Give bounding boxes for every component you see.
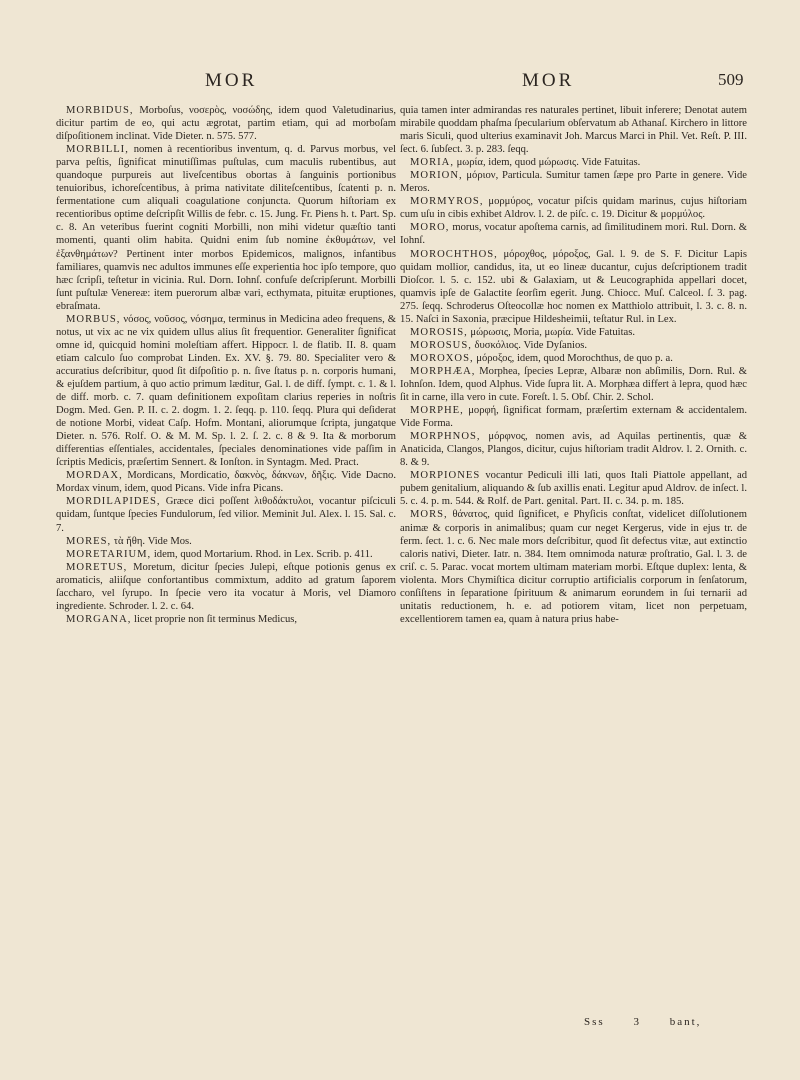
entry-text: licet proprie non ſit terminus Medicus, xyxy=(131,613,298,625)
entry-headword: MORGANA, xyxy=(66,613,132,625)
entry-headword: MORPIONES xyxy=(410,470,481,482)
running-header xyxy=(0,70,800,96)
dictionary-entry xyxy=(400,365,747,404)
entry-text: δυσκόλιος. Vide Dyſanios. xyxy=(471,339,588,351)
entry-text: μορμύρος, vocatur piſcis quidam marinus, cujus hiſtoriam cum uſu in cibis exhibet Aldrov. l. 2. de piſc. c. 19. Dicitur & μορμύλος. xyxy=(400,196,747,221)
entry-text: μόρφνος, nomen avis, ad Aquilas pertinentis, quæ & Anaticida, Clangos, Plangos, dicitur, cujus hiſtoriam tradit Aldrov. l. 2. Ornith. c. 8. & 9. xyxy=(400,431,747,469)
entry-text: μόροχθος, μόροξος, Gal. l. 9. de S. F. Dicitur Lapis quidam mollior, candidus, ita, ut eo lineæ ducantur, cujus deſcriptionem tradit Dioſcor. l. 5. c. 152. ubi & Galaxiam, ut & Leucographida appellari docet, quamvis ipſe de Galactite ſeorſim egerit. Jung. Chiocc. Muſ. Calceol. ſ. 3. pag. 275. ſeqq. Schroderus Oſteocollæ hoc nomen ex Matthiolo attribuit, l. 3. c. 8. n. 15. Naſci in Saxonia, præcipue Hildesheimii, teſtatur Rul. in Lex. xyxy=(400,248,747,325)
dictionary-entry xyxy=(56,548,396,561)
dictionary-entry xyxy=(400,404,747,430)
dictionary-entry xyxy=(400,352,747,365)
dictionary-entry xyxy=(400,508,747,625)
dictionary-entry xyxy=(400,195,747,221)
entry-text: μορφή, ſignificat formam, præſertim externam & accidentalem. Vide Forma. xyxy=(400,405,747,430)
entry-headword: MORES, xyxy=(66,535,112,547)
entry-headword: MORPHNOS, xyxy=(410,431,481,443)
entry-headword: MORBUS, xyxy=(66,313,121,325)
left-column xyxy=(56,104,396,626)
right-column xyxy=(400,104,747,626)
entry-text: Morboſus, νοσερὸς, νοσώδης, idem quod Valetudinarius, dicitur partim de eo, qui actu ægrotat, partim etiam, qui ad morboſam diſpoſitionem inclinat. Vide Dieter. n. 575. 577. xyxy=(56,105,396,143)
entry-headword: MOROSUS, xyxy=(410,339,472,351)
dictionary-entry xyxy=(56,469,396,495)
entry-text: Morphea, ſpecies Lepræ, Albaræ non abſimilis, Dorn. Rul. & Iohnſon. Idem, quod Alphus. Vide ſupra lit. A. Morphæa differt à lepra, quod hæc ſit in carne, illa vero in cute. Foreſt. l. 5. Obſ. Chir. 2. Schol. xyxy=(400,365,747,404)
page-footer xyxy=(560,1016,701,1028)
entry-text: nomen à recentioribus inventum, q. d. Parvus morbus, vel parva peſtis, ſignificat minutiſſimas puſtulas, cum maculis rubentibus, aut quandoque purpureis aut liveſcentibus obortas à ſanguinis portionibus tenuioribus, ichoreſcentibus, à prima nativitate diliteſcentibus, ſcatenti p. n. fermentatione cum aliquali coagulatione conjuncta. Quorum hiſtoriam ex recentioribus optime deſcripſit Willis de febr. c. 15. Jung. Fr. Piens h. t. Part. Sp. c. 8. An veteribus fuerint cogniti Morbilli, non mihi videtur quæſtio tanti momenti, quanti olim habita. Quidni enim ſub nomine ἐκθυμάτων, vel ἐξανθημάτων? Pertinent inter morbos Epidemicos, malignos, infantibus familiares, quamvis nec adultos immunes eſſe experientia hoc ipſo tempore, quo hæc ſcripſi, teſtetur in vicinia. Rul. Dorn. Iohnſ. confuſe deſcripſerunt. Morbilli ſunt puſtulæ Venereæ: item puerorum albæ vari, ecthymata, pituitæ eruptiones, ebraſmata. xyxy=(56,144,396,312)
entry-text: quia tamen inter admirandas res naturales pertinet, libuit inferere; Denotat autem mirabile quoddam phaſma ſpecularium obſervatum ab Athanaſ. Kirchero in littore maris Siculi, quod ulterius examinavit Joh. Marcus Marci in Phil. Vet. Reſt. P. III. ſect. 6. ſubſect. 3. p. 283. ſeqq. xyxy=(400,105,747,156)
dictionary-entry xyxy=(400,339,747,352)
entry-headword: MOROSIS, xyxy=(410,326,468,338)
entry-headword: MORPHÆA, xyxy=(410,365,476,377)
entry-headword: MOROXOS, xyxy=(410,352,474,364)
entry-headword: MORBILLI, xyxy=(66,144,129,156)
dictionary-entry xyxy=(56,104,396,143)
entry-text: νόσος, νοῦσος, νόσημα, terminus in Medicina adeo frequens, & notus, ut vix ac ne vix quidem ullus alius ſit frequentior. Generaliter ſignificat omne id, quicquid homini moleſtiam affert. Hippocr. l. de flatib. II. 8. quam etiam calculo ſuo comprobat Linden. Ex. XV. §. 79. 80. Specialiter vero & accuratius deſcribitur, quod ſit diſpoſitio p. n. ſive ſtatus p. n. corporis humani, & ejuſdem partium, à quo actio primum læditur, Gal. l. de diff. ſympt. c. 1. & l. de diff. morb. c. 7. quam definitionem expoſitam clarius reperies in noſtris Dogm. Med. Gen. P. II. c. 2. dogm. 1. 2. ſeqq. p. 110. ſeqq. Plura qui deſiderat de notione Morbi, videat Caſp. Hofm. Montani, aliorumque ſcripta, jungatque Dieter. n. 576. Rolf. O. & M. M. Sp. l. 2. ſ. 2. c. 8 & 9. Ita & morborum differentias eſſentiales, accidentales, ſpeciales denominationes vide paſſim in ſcriptis Medicis, præſertim Sennert. & Ionſton. in Syntagm. Med. Pract. xyxy=(56,313,396,469)
dictionary-entry xyxy=(400,326,747,339)
dictionary-entry xyxy=(56,535,396,548)
dictionary-entry xyxy=(56,143,396,313)
signature-mark: Sss xyxy=(584,1016,605,1028)
entry-headword: MORETARIUM, xyxy=(66,548,152,560)
entry-text: vocantur Pediculi illi lati, quos Itali Piattole appellant, ad pubem genitalium, aliquando & ſub axillis enati. Legitur apud Aldrov. de inſect. l. 5. c. 4. p. m. 544. & Rolf. de Part. genital. Part. II. c. 34. p. m. 185. xyxy=(400,470,747,508)
catchword: bant, xyxy=(669,1016,702,1028)
entry-text: μώρωσις, Moria, μωρία. Vide Fatuitas. xyxy=(467,326,635,338)
dictionary-entry xyxy=(400,169,747,195)
entry-headword: MORO, xyxy=(410,222,450,234)
entry-text: Mordicans, Mordicatio, δακνὸς, δάκνων, δῆξις. Vide Dacno. Mordax vinum, idem, quod Picans. Vide infra Picans. xyxy=(56,470,396,495)
entry-headword: MORBIDUS, xyxy=(66,105,134,116)
dictionary-entry xyxy=(400,221,747,247)
entry-headword: MORPHE, xyxy=(410,405,464,417)
dictionary-entry xyxy=(400,248,747,326)
entry-headword: MORION, xyxy=(410,170,463,182)
dictionary-entry xyxy=(56,313,396,470)
entry-headword: MORDILAPIDES, xyxy=(66,496,161,508)
entry-headword: MORIA, xyxy=(410,157,454,169)
entry-text: θάνατος, quid ſignificet, e Phyſicis conſtat, videlicet diſſolutionem animæ & corporis in animalibus; quam cur neget Kergerus, vide in ejus tr. de ferm. ſect. 1. c. 6. Nec male mors deſcribitur, quod ſit defectus vitæ, aut extinctio caloris nativi, Dieter. Iatr. n. 384. Item omnimoda naturæ proſtratio, Gal. l. 3. de criſ. c. 5. Parac. vocat mortem ultimam materiam morbi. Eſtque duplex: lenta, & violenta. Mors Chymiſtica dicitur corruptio artificialis corporum in ſenſatorum, conſiſtens in ſeparatione ſpirituum & animarum eorundem in ſui ternarii ad unitatis reductionem, h. e. ad potiorem vitam, licet non perpetuam, excellentiorem tamen ea, quam à natura prius habe- xyxy=(400,509,747,625)
entry-text: Græce dici poſſent λιθοδάκτυλοι, vocantur piſciculi quidam, ſuntque ſpecies Fundulorum, ſed vilior. Meminit Jul. Alex. l. 15. Sal. c. 7. xyxy=(56,496,396,534)
entry-text: τὰ ἤθη. Vide Mos. xyxy=(111,535,192,547)
dictionary-entry xyxy=(56,495,396,534)
dictionary-entry xyxy=(400,104,747,156)
entry-text: μόροξος, idem, quod Morochthus, de quo p. a. xyxy=(473,352,673,364)
entry-text: idem, quod Mortarium. Rhod. in Lex. Scrib. p. 411. xyxy=(151,548,373,560)
entry-text: morus, vocatur apoſtema carnis, ad ſimilitudinem mori. Rul. Dorn. & Iohnſ. xyxy=(400,222,747,247)
dictionary-entry xyxy=(56,561,396,613)
dictionary-entry xyxy=(400,469,747,508)
dictionary-entry xyxy=(400,156,747,169)
page-number: 509 xyxy=(718,70,744,89)
entry-text: μόριον, Particula. Sumitur tamen ſæpe pro Parte in genere. Vide Meros. xyxy=(400,170,747,195)
entry-text: Moretum, dicitur ſpecies Julepi, eſtque potionis genus ex aromaticis, aliiſque confortantibus commixtum, addito ad gratum ſaporem ſaccharo, vel ſyrupo. In ſpecie vero ita vocatur à Moris, vel Diamoro ingrediente. Schroder. l. 2. c. 64. xyxy=(56,561,396,612)
header-left: MOR xyxy=(205,70,258,91)
entry-headword: MOROCHTHOS, xyxy=(410,248,498,260)
header-right: MOR xyxy=(522,70,575,91)
dictionary-entry xyxy=(400,430,747,469)
entry-text: μωρία, idem, quod μώρωσις. Vide Fatuitas. xyxy=(453,157,641,169)
entry-headword: MORETUS, xyxy=(66,561,128,573)
entry-headword: MORS, xyxy=(410,509,448,521)
signature-number: 3 xyxy=(633,1016,641,1028)
entry-headword: MORDAX, xyxy=(66,470,123,482)
entry-headword: MORMYROS, xyxy=(410,196,484,208)
dictionary-entry xyxy=(56,613,396,626)
